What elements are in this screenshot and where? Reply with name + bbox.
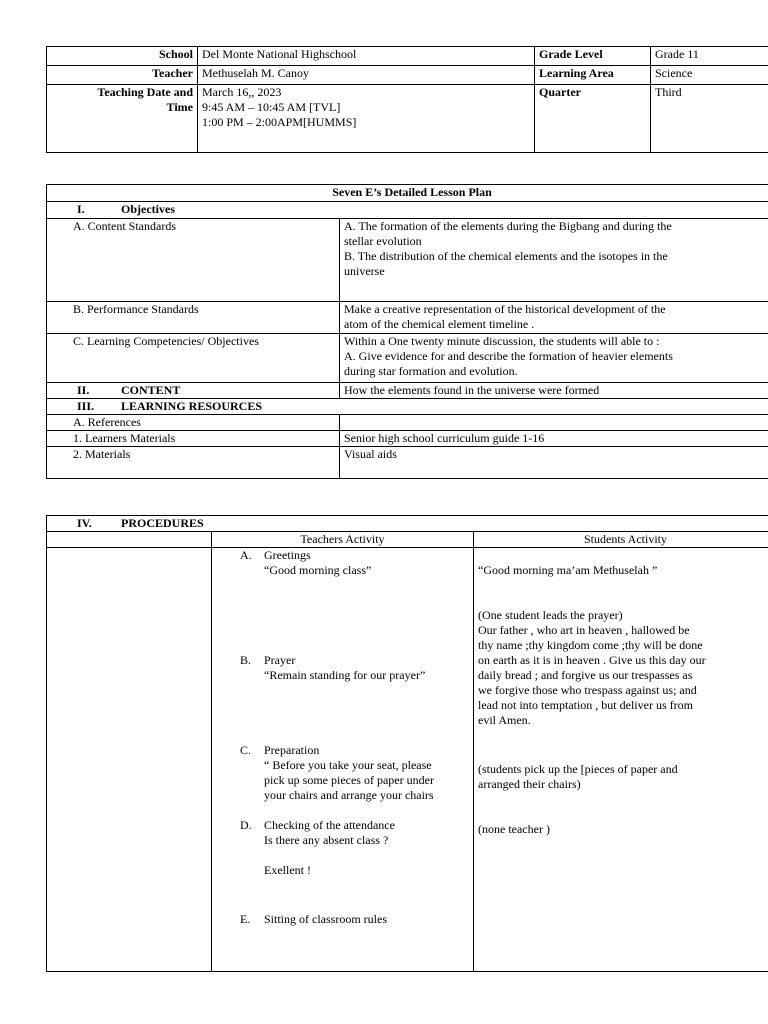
content-standards-row — [47, 219, 768, 302]
school-label: School — [47, 47, 198, 66]
activity-b — [240, 653, 469, 683]
competencies-line: during star formation and evolution. — [344, 364, 518, 378]
plan-title: Seven E’s Detailed Lesson Plan — [47, 185, 768, 202]
performance-standards-label: B. Performance Standards — [47, 302, 340, 334]
plan-title-row — [47, 185, 768, 202]
procedures-heading — [47, 516, 768, 532]
student-d-response: (none teacher ) — [478, 822, 550, 836]
objectives-row — [47, 202, 768, 219]
competencies-label: C. Learning Competencies/ Objectives — [47, 334, 340, 383]
procedures-label: PROCEDURES — [121, 516, 204, 530]
learning-area-value: Science — [651, 66, 768, 85]
procedures-blank-cell — [47, 548, 212, 972]
content-standards-value — [340, 219, 768, 302]
activity-c-text-line: “ Before you take your seat, please — [264, 758, 432, 772]
content-standards-line: universe — [344, 264, 385, 278]
header-row-school — [47, 47, 768, 66]
teachers-activity-cell — [212, 548, 474, 972]
header-table — [46, 46, 768, 153]
procedures-number: IV. — [77, 516, 92, 530]
learning-area-label: Learning Area — [535, 66, 651, 85]
activity-b-text: “Remain standing for our prayer” — [264, 668, 426, 682]
grade-level-label: Grade Level — [535, 47, 651, 66]
objectives-label: Objectives — [121, 202, 175, 216]
teacher-label: Teacher — [47, 66, 198, 85]
student-b-line: on earth as it is in heaven . Give us this day our — [478, 653, 706, 667]
procedures-body-row — [47, 548, 768, 972]
activity-a — [240, 548, 469, 578]
activity-c-title: Preparation — [264, 743, 320, 757]
content-heading — [47, 383, 340, 399]
teacher-value: Methuselah M. Canoy — [198, 66, 535, 85]
student-c-line: arranged their chairs) — [478, 777, 581, 791]
content-standards-label: A. Content Standards — [47, 219, 340, 302]
resources-number: III. — [77, 399, 95, 413]
objectives-heading — [47, 202, 768, 219]
activity-d — [240, 818, 469, 878]
activity-a-title: Greetings — [264, 548, 311, 562]
student-b-line: evil Amen. — [478, 713, 531, 727]
procedures-table — [46, 515, 768, 972]
resources-label: LEARNING RESOURCES — [121, 399, 263, 413]
activity-b-body — [264, 653, 425, 683]
time-value-humms: 1:00 PM – 2:00APM[HUMMS] — [202, 115, 357, 129]
activity-a-text: “Good morning class” — [264, 563, 372, 577]
activity-d-body — [264, 818, 395, 878]
activity-c — [240, 743, 469, 803]
activity-e-title: Sitting of classroom rules — [264, 912, 387, 926]
activity-d-title: Checking of the attendance — [264, 818, 395, 832]
resources-heading — [47, 399, 768, 415]
student-b-line: daily bread ; and forgive us our trespasses as — [478, 668, 693, 682]
student-b-line: (One student leads the prayer) — [478, 608, 623, 622]
activity-e-marker: E. — [240, 912, 251, 926]
learners-materials-label: 1. Learners Materials — [47, 431, 340, 447]
activity-c-marker: C. — [240, 743, 252, 757]
school-value: Del Monte National Highschool — [198, 47, 535, 66]
activity-d-text: Is there any absent class ? — [264, 833, 389, 847]
quarter-value: Third — [651, 85, 768, 153]
performance-standards-value — [340, 302, 768, 334]
activity-c-text-line: pick up some pieces of paper under — [264, 773, 434, 787]
activity-e-body — [264, 912, 387, 927]
procedures-blank-header — [47, 532, 212, 548]
teaching-date-label-line1: Teaching Date and — [97, 85, 193, 99]
content-standards-line: B. The distribution of the chemical elements and the isotopes in the — [344, 249, 668, 263]
time-value-tvl: 9:45 AM – 10:45 AM [TVL] — [202, 100, 341, 114]
content-label: CONTENT — [121, 383, 181, 397]
student-a-response: “Good morning ma’am Methuselah ” — [478, 563, 658, 577]
activity-b-marker: B. — [240, 653, 252, 667]
grade-level-value: Grade 11 — [651, 47, 768, 66]
content-standards-line: A. The formation of the elements during the Bigbang and during the — [344, 219, 672, 233]
competencies-line: A. Give evidence for and describe the formation of heavier elements — [344, 349, 673, 363]
performance-standards-line: Make a creative representation of the historical development of the — [344, 302, 666, 316]
student-b-line: lead not into temptation , but deliver us from — [478, 698, 693, 712]
learners-materials-row — [47, 431, 768, 447]
references-row — [47, 415, 768, 431]
resources-row — [47, 399, 768, 415]
materials-label: 2. Materials — [47, 447, 340, 479]
teaching-date-label — [47, 85, 198, 153]
competencies-line: Within a One twenty minute discussion, the students will able to : — [344, 334, 660, 348]
performance-standards-line: atom of the chemical element timeline . — [344, 317, 535, 331]
references-value — [340, 415, 768, 431]
activity-d-text2: Exellent ! — [264, 863, 311, 877]
competencies-value — [340, 334, 768, 383]
content-standards-line: stellar evolution — [344, 234, 422, 248]
materials-value: Visual aids — [340, 447, 768, 479]
students-activity-header: Students Activity — [474, 532, 768, 548]
header-row-teacher — [47, 66, 768, 85]
procedures-heading-row — [47, 516, 768, 532]
header-row-date — [47, 85, 768, 153]
learners-materials-value: Senior high school curriculum guide 1-16 — [340, 431, 768, 447]
teachers-activity-header: Teachers Activity — [212, 532, 474, 548]
activity-d-marker: D. — [240, 818, 252, 832]
student-b-line: thy name ;thy kingdom come ;thy will be done — [478, 638, 703, 652]
student-b-line: we forgive those who trespass against us; and — [478, 683, 697, 697]
objectives-number: I. — [77, 202, 85, 216]
student-c-line: (students pick up the [pieces of paper and — [478, 762, 678, 776]
activity-b-title: Prayer — [264, 653, 296, 667]
performance-standards-row — [47, 302, 768, 334]
activity-a-marker: A. — [240, 548, 252, 562]
students-activity-cell — [474, 548, 768, 972]
activity-e — [240, 912, 469, 927]
teaching-date-label-line2: Time — [166, 100, 193, 114]
teaching-date-value — [198, 85, 535, 153]
competencies-row — [47, 334, 768, 383]
date-value: March 16,, 2023 — [202, 85, 282, 99]
procedures-column-header-row — [47, 532, 768, 548]
activity-c-text-line: your chairs and arrange your chairs — [264, 788, 434, 802]
references-label: A. References — [47, 415, 340, 431]
lesson-plan-table — [46, 184, 768, 479]
student-b-line: Our father , who art in heaven , hallowed be — [478, 623, 690, 637]
quarter-label: Quarter — [535, 85, 651, 153]
content-number: II. — [77, 383, 90, 397]
content-row — [47, 383, 768, 399]
materials-row — [47, 447, 768, 479]
content-value: How the elements found in the universe were formed — [340, 383, 768, 399]
activity-a-body — [264, 548, 371, 578]
activity-c-body — [264, 743, 434, 803]
